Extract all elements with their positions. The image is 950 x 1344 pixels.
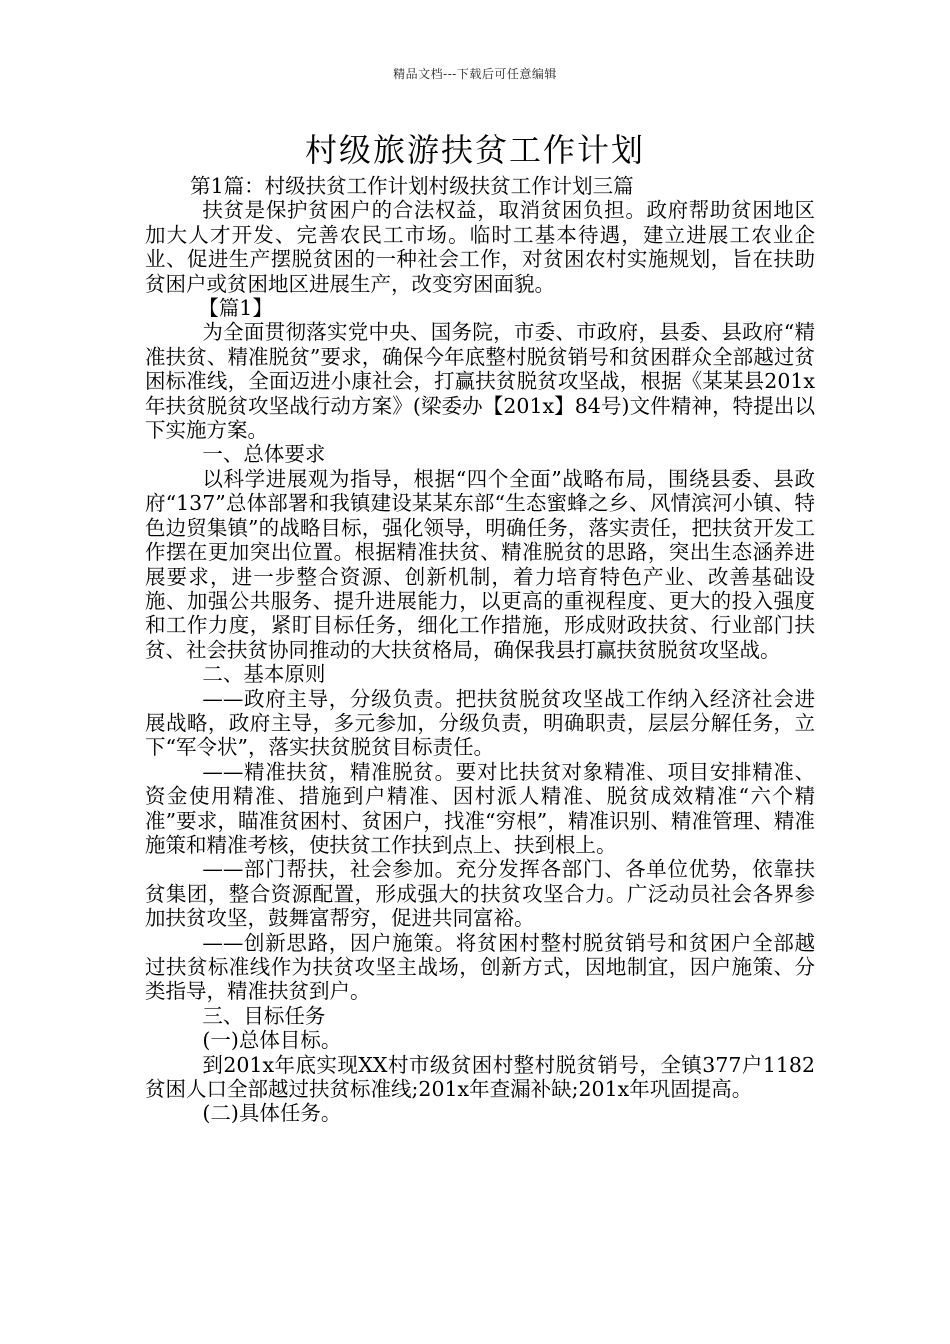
body-paragraph: 到201x年底实现XX村市级贫困村整村脱贫销号，全镇377户1182贫困人口全部越过扶贫标准线;201x年查漏补缺;201x年巩固提高。 <box>145 1052 815 1102</box>
principle-paragraph: ——创新思路，因户施策。将贫困村整村脱贫销号和贫困户全部越过扶贫标准线作为扶贫攻坚主战场，创新方式，因地制宜，因户施策、分类指导，精准扶贫到户。 <box>145 930 815 1004</box>
section-heading: 一、总体要求 <box>202 442 326 467</box>
subsection-heading: (一)总体目标。 <box>202 1028 342 1053</box>
principle-paragraph: ——精准扶贫，精准脱贫。要对比扶贫对象精准、项目安排精准、资金使用精准、措施到户精准、因村派人精准、脱贫成效精准“六个精准”要求，瞄准贫困村、贫困户，找准“穷根”，精准识别、精准管理、精准施策和精准考核，使扶贫工作扶到点上、扶到根上。 <box>145 759 815 857</box>
document-title: 村级旅游扶贫工作计划 <box>304 131 645 169</box>
intro-paragraph: 扶贫是保护贫困户的合法权益，取消贫困负担。政府帮助贫困地区加大人才开发、完善农民工市场。临时工基本待遇，建立进展工农业企业、促进生产摆脱贫困的一种社会工作，对贫困农村实施规划，旨在扶助贫困户或贫困地区进展生产，改变穷困面貌。 <box>145 198 815 296</box>
section-heading: 三、目标任务 <box>202 1003 326 1028</box>
body-paragraph: 以科学进展观为指导，根据“四个全面”战略布局，围绕县委、县政府“137”总体部署和我镇建设某某东部“生态蜜蜂之乡、风情滨河小镇、特色边贸集镇”的战略目标，强化领导，明确任务，落实责任，把扶贫开发工作摆在更加突出位置。根据精准扶贫、精准脱贫的思路，突出生态涵养进展要求，进一步整合资源、创新机制，着力培育特色产业、改善基础设施、加强公共服务、提升进展能力，以更高的重视程度、更大的投入强度和工作力度，紧盯目标任务，细化工作措施，形成财政扶贫、行业部门扶贫、社会扶贫协同推动的大扶贫格局，确保我县打赢扶贫脱贫攻坚战。 <box>145 466 815 662</box>
header-note: 精品文档---下载后可任意编辑 <box>393 67 557 81</box>
document-body <box>145 174 815 1126</box>
subsection-heading: (二)具体任务。 <box>202 1101 342 1126</box>
part-marker: 【篇1】 <box>198 296 273 321</box>
principle-paragraph: ——部门帮扶，社会参加。充分发挥各部门、各单位优势，依靠扶贫集团，整合资源配置，形成强大的扶贫攻坚合力。广泛动员社会各界参加扶贫攻坚，鼓舞富帮穷，促进共同富裕。 <box>145 857 815 931</box>
article-subtitle: 第1篇：村级扶贫工作计划村级扶贫工作计划三篇 <box>190 174 634 198</box>
section-heading: 二、基本原则 <box>202 662 326 687</box>
body-paragraph: 为全面贯彻落实党中央、国务院，市委、市政府，县委、县政府“精准扶贫、精准脱贫”要求，确保今年底整村脱贫销号和贫困群众全部越过贫困标准线，全面迈进小康社会，打赢扶贫脱贫攻坚战，根据《某某县201x年扶贫脱贫攻坚战行动方案》(梁委办【201x】84号)文件精神，特提出以下实施方案。 <box>145 320 815 443</box>
principle-paragraph: ——政府主导，分级负责。把扶贫脱贫攻坚战工作纳入经济社会进展战略，政府主导，多元参加，分级负责，明确职责，层层分解任务，立下“军令状”，落实扶贫脱贫目标责任。 <box>145 686 815 760</box>
